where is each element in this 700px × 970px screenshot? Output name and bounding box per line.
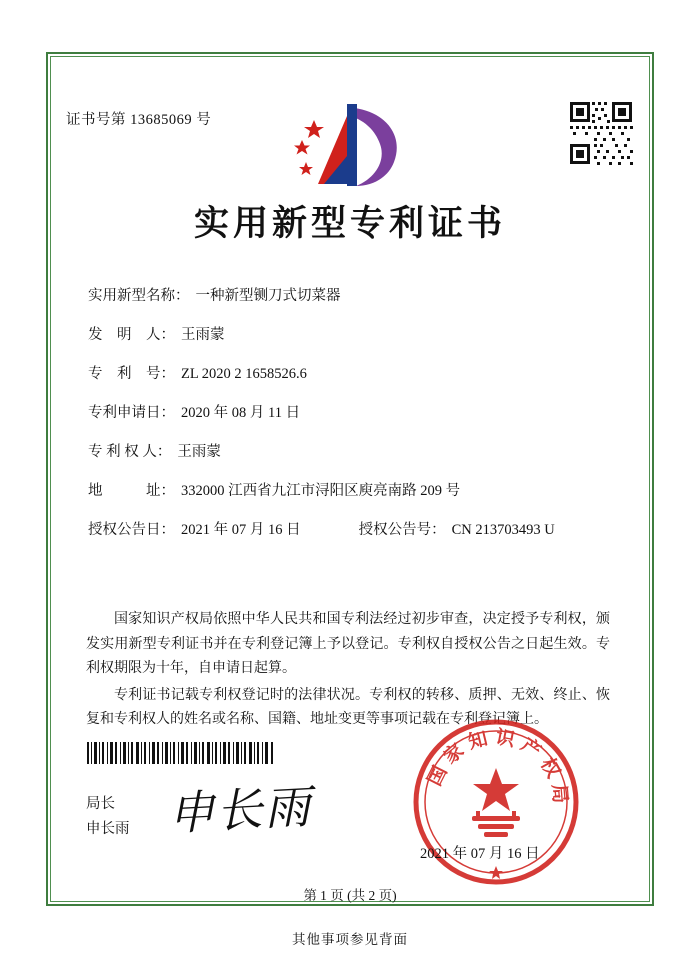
field-value: 一种新型铡刀式切菜器: [195, 288, 341, 304]
field-grant-announcement: [88, 519, 628, 541]
field-utility-model-name: [88, 285, 628, 307]
field-label: 专 利 号：: [88, 365, 175, 382]
field-value-grant-date: 2021 年 07 月 16 日: [181, 521, 301, 538]
field-application-date: [88, 402, 628, 424]
field-value: 2020 年 08 月 11 日: [181, 404, 301, 421]
back-side-note: 其他事项参见背面: [292, 932, 408, 947]
field-inventor: [88, 324, 628, 346]
field-patent-number: [88, 363, 628, 385]
field-patentee: [88, 441, 628, 463]
commissioner-title: 局长: [86, 796, 115, 812]
field-value: ZL 2020 2 1658526.6: [181, 365, 307, 382]
field-label-grant-number: 授权公告号：: [358, 521, 446, 538]
field-value: 王雨蒙: [177, 443, 221, 460]
paragraph-grant-statement: 国家知识产权局依照中华人民共和国专利法经过初步审查，决定授予专利权，颁发实用新型专利证书并在专利登记簿上予以登记。专利权自授权公告之日起生效。专利权期限为十年，自申请日起算。: [86, 612, 610, 676]
field-value: 332000 江西省九江市浔阳区庾亮南路 209 号: [181, 482, 461, 499]
certificate-header: [66, 100, 634, 190]
field-label: 专 利 权 人：: [88, 443, 172, 460]
signature-block: [86, 792, 130, 841]
barcode-icon: [86, 742, 276, 764]
certificate-fields: [88, 285, 628, 558]
handwritten-signature: 申长雨: [166, 781, 314, 840]
field-address: [88, 480, 628, 502]
field-label: 发 明 人：: [88, 326, 175, 343]
field-value: 王雨蒙: [181, 326, 225, 343]
commissioner-name: 申长雨: [86, 820, 130, 837]
field-value-grant-number: CN 213703493 U: [451, 521, 555, 538]
certificate-number: 证书号第 13685069 号: [66, 112, 212, 128]
page-title: 实用新型专利证书: [193, 204, 506, 243]
seal-date: 2021 年 07 月 16 日: [420, 846, 540, 862]
field-label-grant-date: 授权公告日：: [88, 521, 175, 538]
page-indicator: 第 1 页 (共 2 页): [303, 888, 397, 903]
patent-office-emblem-icon: [290, 96, 410, 196]
qr-code-icon: [568, 100, 634, 166]
field-label: 实用新型名称：: [88, 288, 190, 304]
svg-text:国家知识产权局: 国家知识产权局: [424, 726, 571, 811]
field-label: 地 址：: [88, 482, 175, 499]
field-label: 专利申请日：: [88, 404, 175, 421]
paragraph-registry-statement: 专利证书记载专利权登记时的法律状况。专利权的转移、质押、无效、终止、恢复和专利权人的姓名或名称、国籍、地址变更等事项记载在专利登记簿上。: [86, 687, 610, 727]
